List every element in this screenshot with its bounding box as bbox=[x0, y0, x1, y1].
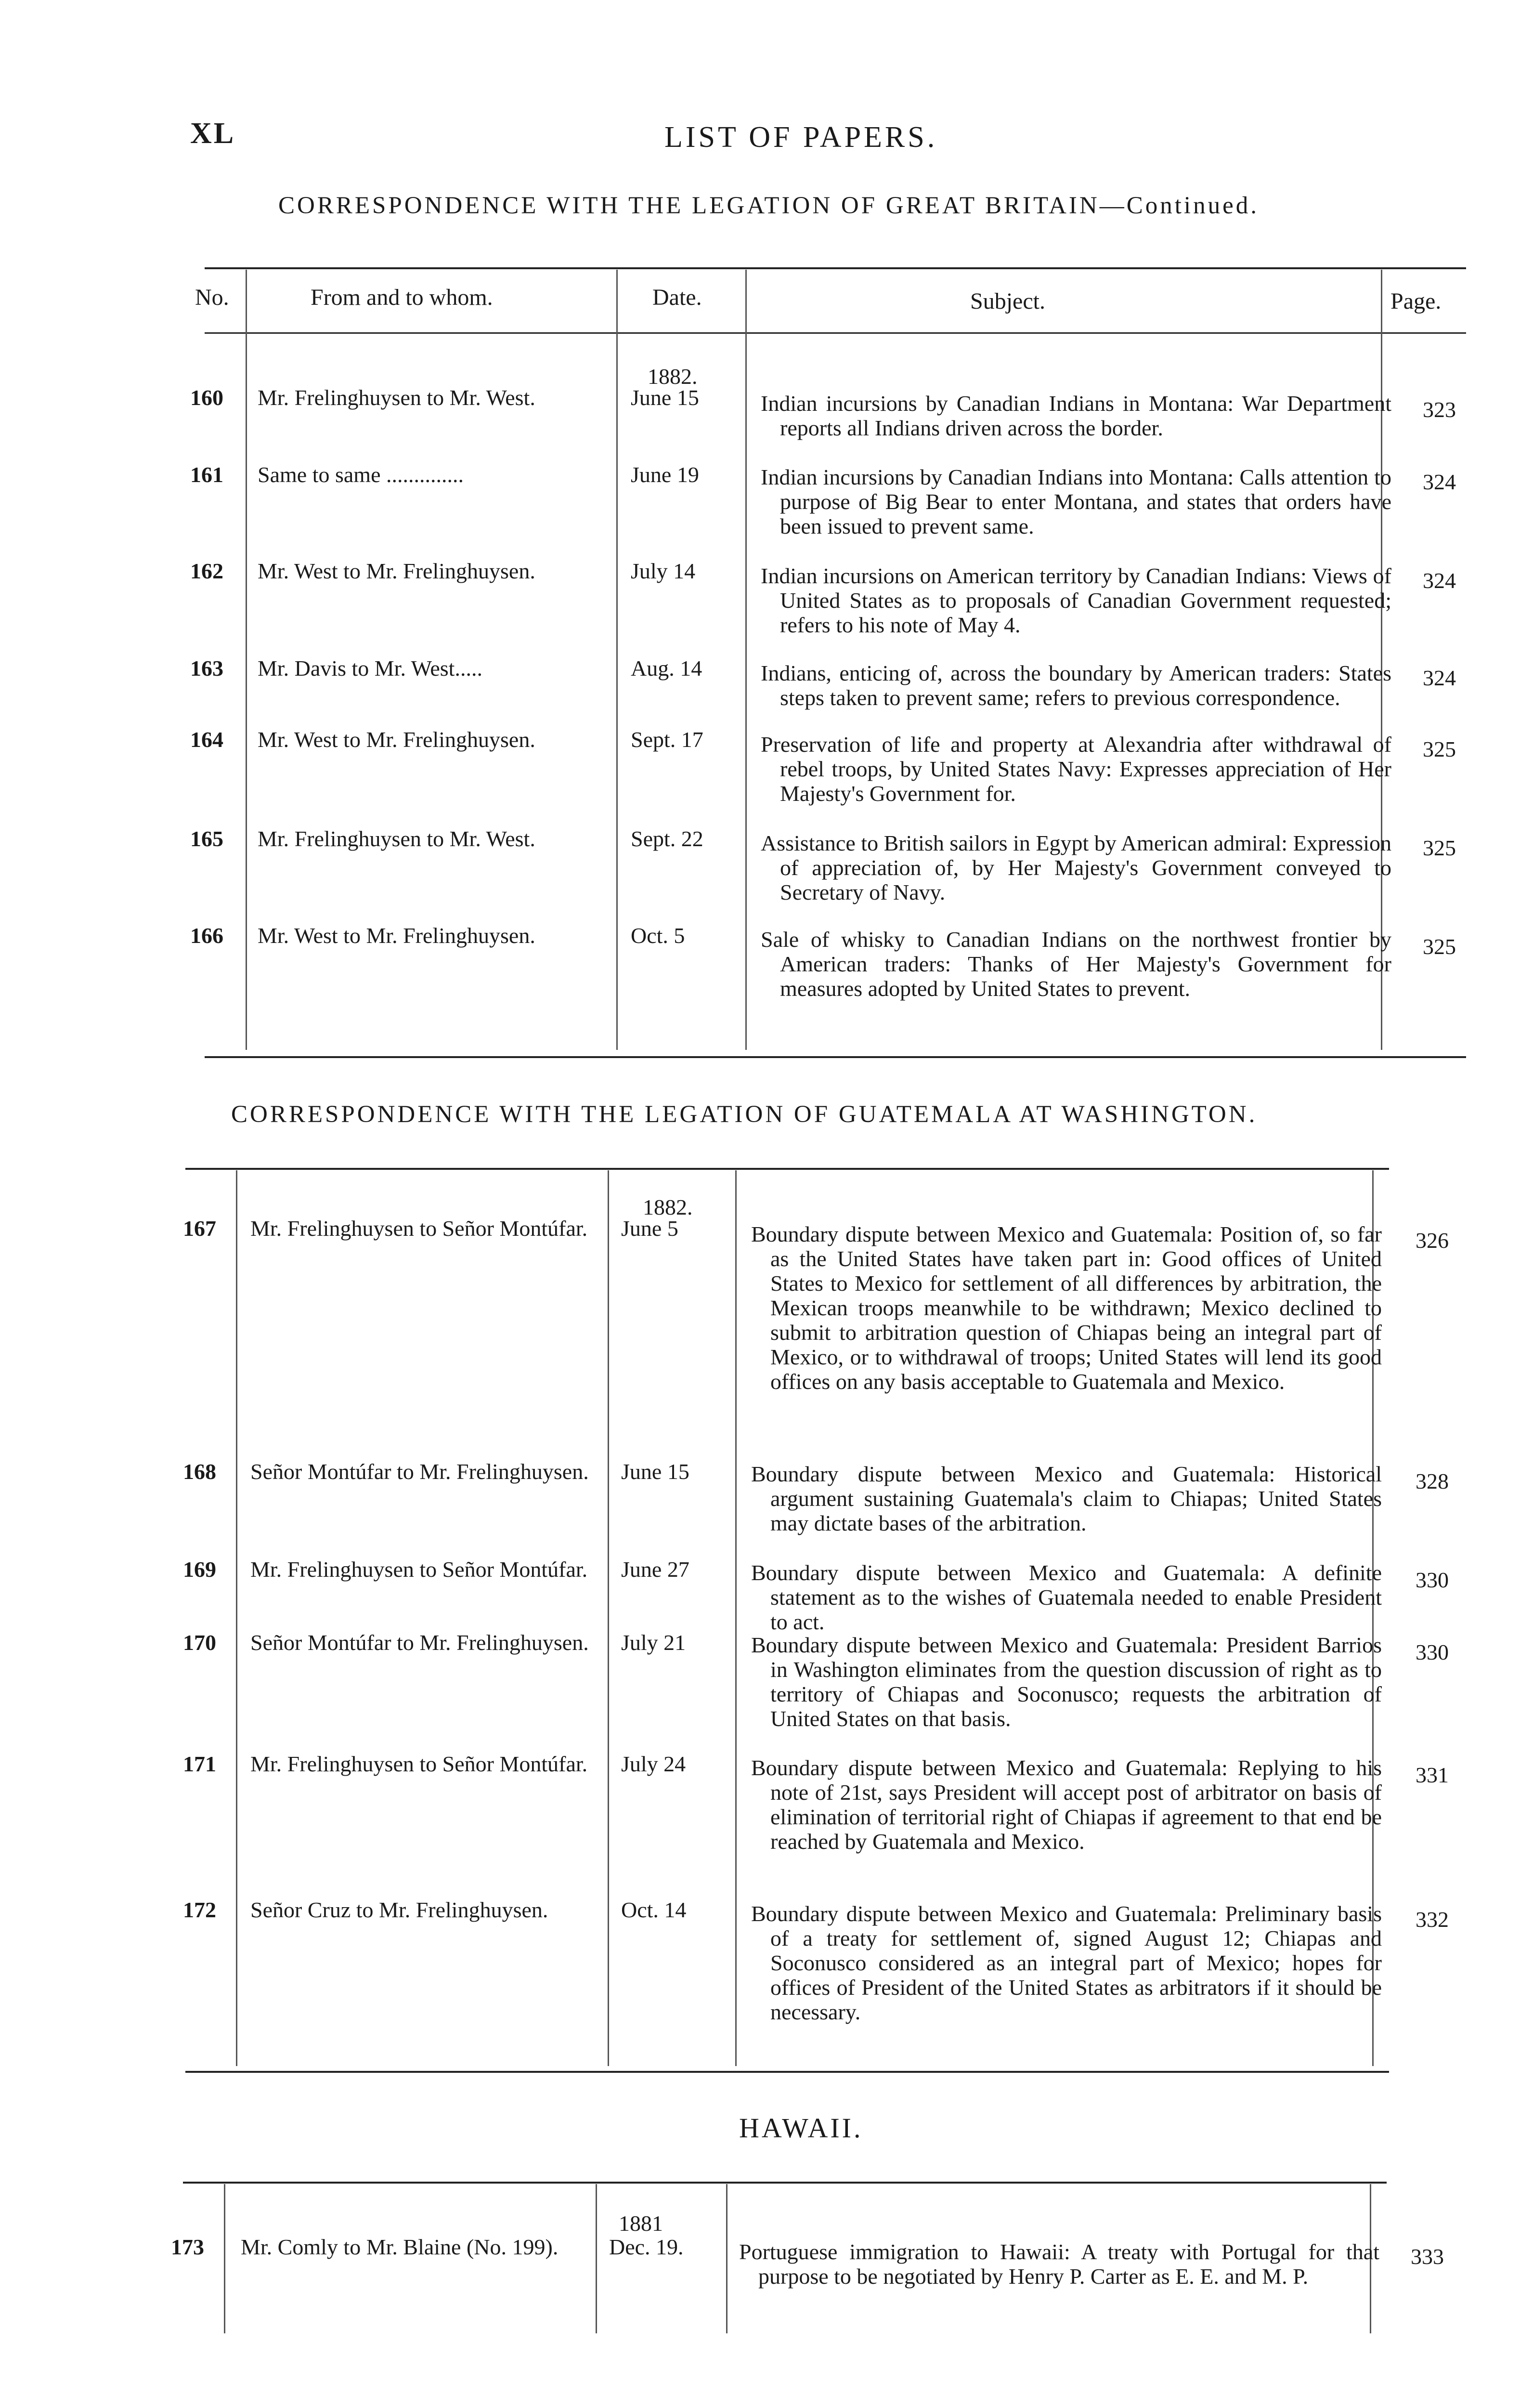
row-date: Dec. 19. bbox=[609, 2235, 684, 2259]
row-subject: Portuguese immigration to Hawaii: A treaty with Portugal for that purpose to be negotiated by Henry P. Carter as E. E. and M. P. bbox=[739, 2239, 1379, 2289]
row-date: Oct. 14 bbox=[621, 1898, 687, 1922]
row-date: Sept. 17 bbox=[631, 727, 703, 752]
row-from: Mr. Davis to Mr. West..... bbox=[258, 656, 482, 681]
year-label: 1882. bbox=[648, 364, 698, 389]
row-date: June 5 bbox=[621, 1216, 678, 1241]
row-from: Mr. West to Mr. Frelinghuysen. bbox=[258, 727, 535, 752]
row-from: Mr. Frelinghuysen to Mr. West. bbox=[258, 385, 535, 410]
row-from: Mr. Comly to Mr. Blaine (No. 199). bbox=[241, 2235, 559, 2259]
row-from: Same to same .............. bbox=[258, 462, 464, 487]
row-from: Señor Cruz to Mr. Frelinghuysen. bbox=[250, 1898, 548, 1922]
row-number: 161 bbox=[190, 462, 223, 487]
row-page: 331 bbox=[1416, 1763, 1449, 1787]
table-header-rule bbox=[205, 332, 1466, 334]
row-from: Señor Montúfar to Mr. Frelinghuysen. bbox=[250, 1459, 589, 1484]
row-page: 325 bbox=[1423, 836, 1456, 860]
section-title-guatemala: CORRESPONDENCE WITH THE LEGATION OF GUATEMALA AT WASHINGTON. bbox=[231, 1101, 1258, 1128]
row-number: 173 bbox=[171, 2235, 204, 2259]
row-date: Oct. 5 bbox=[631, 923, 685, 948]
row-subject: Boundary dispute between Mexico and Guatemala: Position of, so far as the United States have taken part in: Good offices of United States to Mexico for settlement of all differences by arbitration, the Mexican troops meanwhile to be withdrawn; Mexico declined to submit to arbitration question of Chiapas being an integral part of Mexico, or to withdrawal of troops; United States will lend its good offices on any basis acceptable to Guatemala and Mexico. bbox=[751, 1222, 1382, 1394]
row-date: June 19 bbox=[631, 462, 699, 487]
row-subject: Boundary dispute between Mexico and Guatemala: Preliminary basis of a treaty for settlement of, signed August 12; Chiapas and Soconusco considered as an integral part of Mexico; hopes for offices of President of the United States as arbitrators if it should be necessary. bbox=[751, 1901, 1382, 2024]
row-date: July 24 bbox=[621, 1752, 686, 1776]
row-page: 330 bbox=[1416, 1640, 1449, 1664]
row-number: 169 bbox=[183, 1557, 216, 1582]
row-subject: Boundary dispute between Mexico and Guatemala: A definite statement as to the wishes of Guatemala needed to enable President to act. bbox=[751, 1560, 1382, 1634]
row-page: 332 bbox=[1416, 1907, 1449, 1932]
table-top-rule bbox=[185, 1168, 1389, 1170]
column-header-from: From and to whom. bbox=[311, 285, 493, 310]
page-number: XL bbox=[190, 117, 236, 150]
row-from: Mr. Frelinghuysen to Señor Montúfar. bbox=[250, 1752, 588, 1776]
column-divider bbox=[745, 270, 747, 1050]
section-title-hawaii: HAWAII. bbox=[739, 2112, 863, 2144]
row-subject: Indians, enticing of, across the boundary by American traders: States steps taken to prevent same; refers to previous correspondence. bbox=[761, 661, 1391, 710]
column-divider bbox=[236, 1170, 237, 2066]
row-subject: Indian incursions by Canadian Indians into Montana: Calls attention to purpose of Big Bear to enter Montana, and states that orders have been issued to prevent same. bbox=[761, 465, 1391, 538]
row-from: Mr. West to Mr. Frelinghuysen. bbox=[258, 559, 535, 583]
row-number: 171 bbox=[183, 1752, 216, 1776]
row-subject: Preservation of life and property at Alexandria after withdrawal of rebel troops, by United States Navy: Expresses appreciation of Her Majesty's Government for. bbox=[761, 732, 1391, 806]
row-page: 324 bbox=[1423, 666, 1456, 690]
row-date: Sept. 22 bbox=[631, 826, 703, 851]
row-from: Mr. West to Mr. Frelinghuysen. bbox=[258, 923, 535, 948]
row-page: 324 bbox=[1423, 470, 1456, 494]
year-label: 1881 bbox=[619, 2211, 663, 2236]
column-header-date: Date. bbox=[652, 285, 702, 310]
row-page: 326 bbox=[1416, 1228, 1449, 1253]
row-date: July 21 bbox=[621, 1630, 686, 1655]
row-number: 170 bbox=[183, 1630, 216, 1655]
row-number: 167 bbox=[183, 1216, 216, 1241]
column-divider bbox=[735, 1170, 737, 2066]
row-subject: Boundary dispute between Mexico and Guatemala: Historical argument sustaining Guatemala's claim to Chiapas; United States may dictate bases of the arbitration. bbox=[751, 1462, 1382, 1535]
row-date: June 15 bbox=[631, 385, 699, 410]
row-page: 325 bbox=[1423, 934, 1456, 959]
row-from: Mr. Frelinghuysen to Mr. West. bbox=[258, 826, 535, 851]
running-title: LIST OF PAPERS. bbox=[664, 121, 938, 154]
row-number: 162 bbox=[190, 559, 223, 583]
row-page: 333 bbox=[1411, 2244, 1444, 2269]
row-date: Aug. 14 bbox=[631, 656, 702, 681]
table-bottom-rule bbox=[185, 2071, 1389, 2073]
row-date: June 27 bbox=[621, 1557, 689, 1582]
row-number: 163 bbox=[190, 656, 223, 681]
year-label: 1882. bbox=[643, 1195, 693, 1219]
row-date: July 14 bbox=[631, 559, 696, 583]
column-divider bbox=[726, 2184, 728, 2333]
row-page: 330 bbox=[1416, 1568, 1449, 1592]
column-header-subject: Subject. bbox=[970, 288, 1045, 314]
table-top-rule bbox=[205, 267, 1466, 269]
row-subject: Assistance to British sailors in Egypt by American admiral: Expression of appreciation of, by Her Majesty's Government conveyed to Secretary of Navy. bbox=[761, 831, 1391, 904]
row-subject: Sale of whisky to Canadian Indians on the northwest frontier by American traders: Thanks of Her Majesty's Government for measures adopted by United States to prevent. bbox=[761, 927, 1391, 1001]
row-number: 166 bbox=[190, 923, 223, 948]
row-page: 323 bbox=[1423, 397, 1456, 422]
row-number: 164 bbox=[190, 727, 223, 752]
row-subject: Indian incursions by Canadian Indians in Montana: War Department reports all Indians driven across the border. bbox=[761, 391, 1391, 440]
column-divider bbox=[224, 2184, 225, 2333]
row-number: 165 bbox=[190, 826, 223, 851]
row-date: June 15 bbox=[621, 1459, 689, 1484]
column-header-page: Page. bbox=[1390, 288, 1442, 314]
row-from: Señor Montúfar to Mr. Frelinghuysen. bbox=[250, 1630, 589, 1655]
section-title-great-britain: CORRESPONDENCE WITH THE LEGATION OF GREAT BRITAIN—Continued. bbox=[278, 192, 1259, 219]
row-number: 160 bbox=[190, 385, 223, 410]
column-divider bbox=[608, 1170, 609, 2066]
row-page: 324 bbox=[1423, 568, 1456, 593]
row-subject: Boundary dispute between Mexico and Guatemala: Replying to his note of 21st, says President will accept post of arbitrator on basis of elimination of territorial right of Chiapas if agreement to that end be reached by Guatemala and Mexico. bbox=[751, 1755, 1382, 1854]
row-number: 172 bbox=[183, 1898, 216, 1922]
row-page: 325 bbox=[1423, 737, 1456, 761]
row-subject: Indian incursions on American territory by Canadian Indians: Views of United States as to proposals of Canadian Government requested; refers to his note of May 4. bbox=[761, 563, 1391, 637]
column-header-no: No. bbox=[195, 285, 229, 310]
row-number: 168 bbox=[183, 1459, 216, 1484]
table-top-rule bbox=[183, 2182, 1387, 2184]
row-from: Mr. Frelinghuysen to Señor Montúfar. bbox=[250, 1216, 588, 1241]
row-from: Mr. Frelinghuysen to Señor Montúfar. bbox=[250, 1557, 588, 1582]
table-bottom-rule bbox=[205, 1056, 1466, 1058]
column-divider bbox=[246, 270, 247, 1050]
row-subject: Boundary dispute between Mexico and Guatemala: President Barrios in Washington eliminates from the question discussion of right as to territory of Chiapas and Soconusco; requests the arbitration of United States on that basis. bbox=[751, 1633, 1382, 1731]
row-page: 328 bbox=[1416, 1469, 1449, 1493]
